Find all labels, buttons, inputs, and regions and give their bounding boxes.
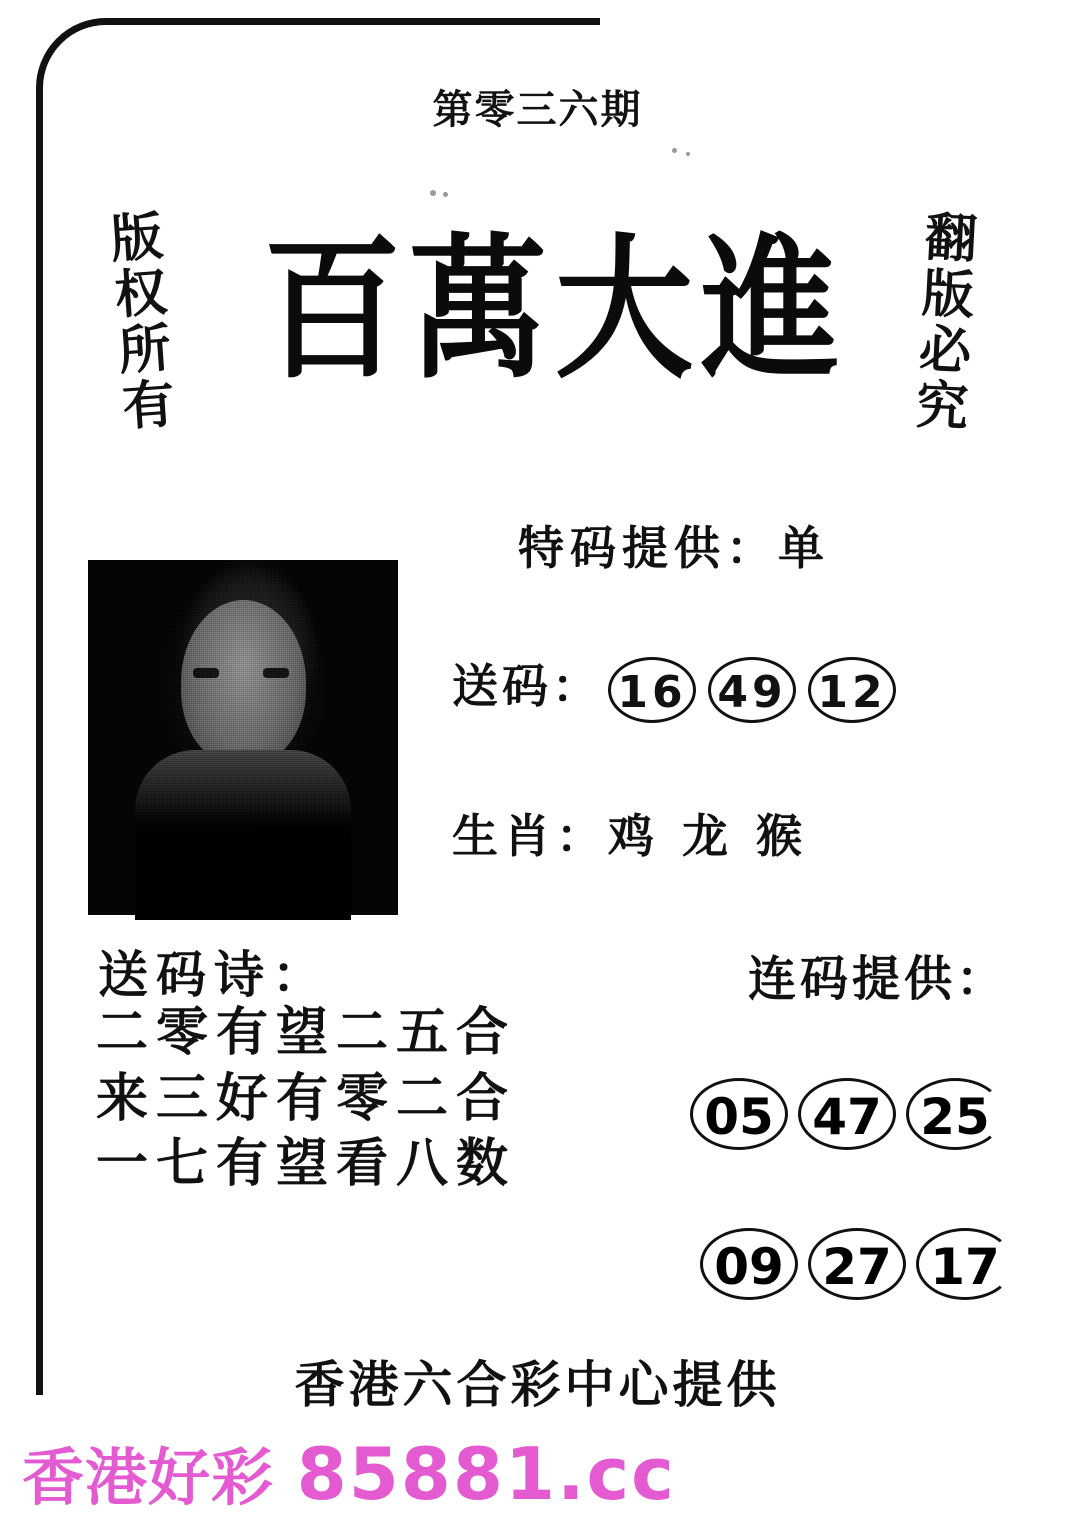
lian-code-row [700,1228,1024,1300]
lian-code-ball: 09 [700,1228,798,1300]
lian-code-ball: 17 [916,1228,1014,1300]
frame-edge-mask-right [1046,0,1075,1420]
send-code-line [452,650,902,723]
watermark-site: 85881.cc [296,1432,676,1516]
lian-code-ball: 27 [808,1228,906,1300]
poem-line: 来三好有零二合 [96,1067,517,1129]
lian-code-ball: 47 [798,1078,896,1150]
zodiac-value: 鸡 龙 猴 [608,809,809,863]
frame-edge-mask-top [600,0,1070,30]
special-code-label: 特码提供： [518,521,778,575]
poem-body [96,1000,516,1197]
scan-speck [443,192,448,197]
scan-speck [430,190,436,196]
lian-code-ball: 25 [906,1078,1004,1150]
special-code-line [518,512,830,578]
lian-code-title: 连码提供： [748,951,1009,1007]
lian-code-ball: 05 [690,1078,788,1150]
send-code-label: 送码： [452,659,602,713]
page-title: 百萬大進 [262,217,847,400]
send-code-ball: 49 [708,657,796,723]
issue-number: 第零三六期 [432,87,643,133]
portrait-photo [88,560,398,915]
scan-speck [672,148,677,153]
copyright-right-vertical: 翻版必究 [905,208,979,436]
zodiac-line [452,800,808,866]
watermark [22,1428,676,1517]
special-code-value: 单 [778,521,830,575]
portrait-eye-left [193,668,219,678]
footer-source: 香港六合彩中心提供 [294,1355,781,1414]
poem-title: 送码诗： [98,945,330,1004]
lian-code-row [690,1078,1014,1150]
send-code-ball: 12 [808,657,896,723]
send-code-ball: 16 [608,657,696,723]
poem-line: 一七有望看八数 [96,1133,517,1195]
portrait-eye-right [263,668,289,678]
portrait-body [135,750,351,920]
portrait-head [181,600,306,765]
copyright-left-vertical: 版权所有 [99,208,176,436]
zodiac-label: 生肖： [452,809,608,863]
watermark-brand: 香港好彩 [22,1441,275,1514]
poem-line: 二零有望二五合 [96,1002,517,1063]
scan-speck [686,152,690,156]
